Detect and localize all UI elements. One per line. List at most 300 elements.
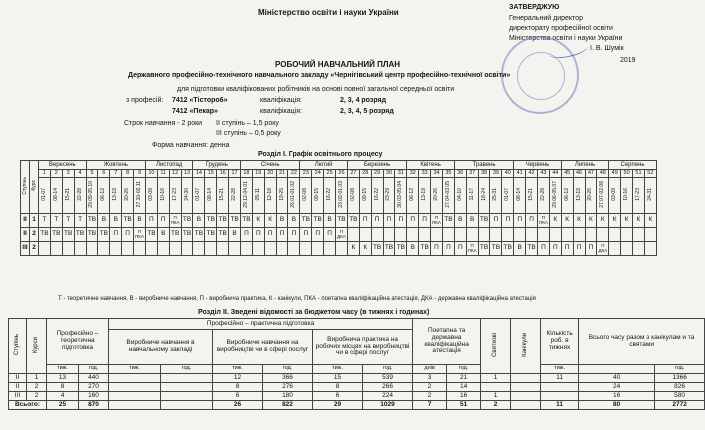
budget-cell: 2	[413, 392, 447, 401]
budget-total-cell: 2	[481, 401, 511, 410]
schedule-week-number: 51	[633, 170, 645, 178]
schedule-cell: ТВ	[347, 214, 359, 228]
schedule-cell: К	[633, 214, 645, 228]
schedule-cell: К	[621, 214, 633, 228]
schedule-week-number: 3	[62, 170, 74, 178]
schedule-cell: П	[122, 228, 134, 242]
budget-total-cell	[511, 401, 541, 410]
ministry-title: Міністерство освіти і науки України	[258, 8, 399, 17]
budget-cell	[511, 374, 541, 383]
schedule-week-number: 1	[39, 170, 51, 178]
budget-cell	[109, 374, 161, 383]
schedule-step-header: Ступінь	[21, 161, 30, 214]
schedule-week-dates: 17-23	[169, 178, 181, 214]
budget-cell	[161, 392, 213, 401]
schedule-cell: В	[454, 214, 466, 228]
schedule-cell	[205, 242, 217, 256]
schedule-week-dates: 09-15	[359, 178, 371, 214]
profession-1-qual: 2, 3, 4 розряд	[340, 97, 387, 104]
schedule-cell: К	[549, 214, 561, 228]
schedule-week-dates: 22-28	[229, 178, 241, 214]
schedule-week-number: 33	[419, 170, 431, 178]
schedule-cell: ТВ	[217, 228, 229, 242]
schedule-week-number: 9	[134, 170, 146, 178]
schedule-cell: ТВ	[490, 242, 502, 256]
schedule-cell: П	[537, 242, 549, 256]
schedule-cell: К	[609, 214, 621, 228]
schedule-cell: П	[145, 214, 157, 228]
budget-cell	[109, 383, 161, 392]
budget-cell: 8	[313, 383, 363, 392]
budget-practical-header: Професійно – практична підготовка	[109, 319, 413, 330]
schedule-cell	[478, 228, 490, 242]
schedule-cell: ТВ	[122, 214, 134, 228]
schedule-week-number: 28	[359, 170, 371, 178]
schedule-row-step: III	[21, 242, 30, 256]
schedule-month-header: Вересень	[39, 161, 87, 170]
schedule-week-number: 52	[644, 170, 656, 178]
schedule-week-number: 12	[169, 170, 181, 178]
schedule-cell: К	[585, 214, 597, 228]
budget-cell: 13	[47, 374, 79, 383]
schedule-week-number: 47	[585, 170, 597, 178]
schedule-week-number: 14	[193, 170, 205, 178]
schedule-cell: ТВ	[442, 214, 454, 228]
budget-cell: 276	[263, 383, 313, 392]
schedule-week-number: 48	[597, 170, 609, 178]
schedule-week-dates: 24-31	[644, 178, 656, 214]
schedule-legend: Т - теоретичне навчання, В - виробниче навчання, П - виробнича практика, К - канікули, ПКА - поетапна кваліфікаційна атестація, ДКА - державна кваліфікаційна атестація	[58, 296, 536, 302]
budget-cell: 266	[363, 383, 413, 392]
schedule-cell: ТВ	[169, 228, 181, 242]
schedule-row-step: II	[21, 214, 30, 228]
schedule-cell: ТВ	[229, 214, 241, 228]
budget-total-cell: 51	[447, 401, 481, 410]
budget-cell: 16	[447, 392, 481, 401]
schedule-week-dates: 27.07-02.08	[597, 178, 609, 214]
schedule-week-number: 35	[442, 170, 454, 178]
approve-year: 2019	[620, 57, 636, 64]
schedule-cell	[157, 242, 169, 256]
schedule-week-dates: 29.12-04.01	[240, 178, 252, 214]
approve-line-1: Генеральний директор	[509, 15, 583, 22]
budget-sub-header: днів	[413, 365, 447, 374]
budget-cell: 4	[47, 392, 79, 401]
budget-cell: 366	[263, 374, 313, 383]
approve-name: І. В. Шумік	[590, 45, 624, 52]
budget-attestation-header: Поетапна та державна кваліфікаційна атестація	[413, 319, 481, 365]
schedule-week-dates: 23.02-01.03	[336, 178, 348, 214]
profession-2-qual: 2, 3, 4, 5 розряд	[340, 108, 394, 115]
budget-cell: 12	[213, 374, 263, 383]
budget-cell: 539	[363, 374, 413, 383]
schedule-cell: П	[312, 228, 324, 242]
schedule-cell: ТВ	[181, 228, 193, 242]
schedule-cell	[359, 228, 371, 242]
schedule-week-number: 5	[86, 170, 98, 178]
schedule-cell	[383, 228, 395, 242]
schedule-week-number: 23	[300, 170, 312, 178]
budget-cell	[161, 374, 213, 383]
budget-step-header: Ступінь	[9, 319, 27, 374]
schedule-cell	[585, 228, 597, 242]
schedule-cell: П	[264, 228, 276, 242]
budget-theory-header: Професійно – теоретична підготовка	[47, 319, 109, 365]
budget-row-step: III	[9, 392, 27, 401]
schedule-cell	[181, 242, 193, 256]
budget-row-step: II	[9, 374, 27, 383]
schedule-week-number: 39	[490, 170, 502, 178]
schedule-week-dates: 17-23	[633, 178, 645, 214]
schedule-cell: П	[395, 214, 407, 228]
profession-2-code: 7412 «Пекар»	[172, 108, 218, 115]
schedule-month-header: Грудень	[193, 161, 241, 170]
schedule-cell	[324, 242, 336, 256]
budget-cell	[511, 392, 541, 401]
schedule-row	[21, 214, 657, 228]
schedule-cell: П	[324, 228, 336, 242]
schedule-cell: ТВ	[419, 242, 431, 256]
schedule-week-number: 27	[347, 170, 359, 178]
schedule-cell: В	[193, 214, 205, 228]
schedule-cell: П	[371, 214, 383, 228]
schedule-week-number: 22	[288, 170, 300, 178]
schedule-cell: ТВ	[39, 228, 51, 242]
budget-cell: 826	[655, 383, 705, 392]
schedule-week-number: 31	[395, 170, 407, 178]
profession-label: з професій:	[126, 97, 164, 104]
schedule-cell: П	[526, 214, 538, 228]
budget-row-course: 2	[27, 392, 47, 401]
schedule-cell	[621, 242, 633, 256]
schedule-cell	[98, 242, 110, 256]
schedule-cell	[419, 228, 431, 242]
schedule-cell: П	[110, 228, 122, 242]
schedule-cell	[229, 242, 241, 256]
plan-purpose: для підготовки кваліфікованих робітників на основі повної загальної середньої освіти	[177, 86, 455, 93]
schedule-week-number: 43	[537, 170, 549, 178]
schedule-cell: В	[110, 214, 122, 228]
budget-services-header: Виробниче навчання на виробництві чи в сфері послуг	[213, 330, 313, 365]
schedule-cell: П	[490, 214, 502, 228]
schedule-week-number: 32	[407, 170, 419, 178]
budget-cell	[161, 383, 213, 392]
schedule-cell: П	[300, 228, 312, 242]
schedule-week-number: 19	[252, 170, 264, 178]
budget-row	[9, 374, 705, 383]
budget-cell	[481, 383, 511, 392]
schedule-cell: П	[573, 242, 585, 256]
schedule-cell	[39, 242, 51, 256]
schedule-cell: В	[229, 228, 241, 242]
schedule-cell: К	[644, 214, 656, 228]
budget-total-cell	[161, 401, 213, 410]
budget-total-cell: 7	[413, 401, 447, 410]
schedule-cell	[407, 228, 419, 242]
schedule-week-number: 50	[621, 170, 633, 178]
schedule-cell: ТВ	[371, 242, 383, 256]
schedule-cell: П	[240, 228, 252, 242]
schedule-week-number: 40	[502, 170, 514, 178]
schedule-cell	[288, 242, 300, 256]
schedule-cell: ТВ	[86, 214, 98, 228]
budget-cell: 2	[413, 383, 447, 392]
schedule-cell: К	[597, 214, 609, 228]
budget-course-header: Курси	[27, 319, 47, 374]
approve-title: ЗАТВЕРДЖУЮ	[509, 4, 560, 11]
section1-title: Розділ І. Графік освітнього процесу	[258, 151, 383, 158]
schedule-cell: П ПКА	[169, 214, 181, 228]
budget-workplace-header: Виробнича практика на робочих місцях на виробництві чи в сфері послуг	[313, 330, 413, 365]
schedule-week-dates: 01-07	[502, 178, 514, 214]
schedule-week-number: 30	[383, 170, 395, 178]
budget-row-course: 2	[27, 383, 47, 392]
schedule-cell	[597, 228, 609, 242]
budget-sub-header: тиж.	[47, 365, 79, 374]
schedule-cell: Т	[39, 214, 51, 228]
schedule-cell: П ПКА	[134, 228, 146, 242]
schedule-row-course: 2	[30, 242, 39, 256]
schedule-week-dates: 06-12	[98, 178, 110, 214]
schedule-week-dates: 13-19	[573, 178, 585, 214]
schedule-cell: П ПКА	[431, 214, 443, 228]
schedule-week-number: 37	[466, 170, 478, 178]
budget-sub-header: год.	[161, 365, 213, 374]
budget-sub-header: год.	[447, 365, 481, 374]
duration-label: Строк навчання - 2 роки	[124, 120, 203, 127]
schedule-cell: П	[549, 242, 561, 256]
schedule-cell: П	[288, 228, 300, 242]
schedule-cell	[573, 228, 585, 242]
budget-cell: 8	[47, 383, 79, 392]
budget-sub-header: год.	[79, 365, 109, 374]
schedule-week-dates: 16-22	[324, 178, 336, 214]
schedule-cell: В	[288, 214, 300, 228]
schedule-cell: П	[383, 214, 395, 228]
budget-sub-header: тиж.	[313, 365, 363, 374]
schedule-cell: ТВ	[62, 228, 74, 242]
schedule-week-dates: 03-09	[609, 178, 621, 214]
schedule-week-dates: 03-09	[145, 178, 157, 214]
schedule-cell: П	[442, 242, 454, 256]
schedule-cell	[312, 242, 324, 256]
budget-total-cell: 80	[579, 401, 655, 410]
schedule-cell: ТВ	[336, 214, 348, 228]
schedule-cell	[644, 228, 656, 242]
budget-sub-header: год.	[655, 365, 705, 374]
schedule-cell	[169, 242, 181, 256]
schedule-cell	[193, 242, 205, 256]
duration-step-3: III ступінь – 0,5 року	[216, 130, 281, 137]
schedule-week-number: 4	[74, 170, 86, 178]
budget-sub-header: тиж.	[109, 365, 161, 374]
schedule-week-number: 24	[312, 170, 324, 178]
schedule-week-dates: 06-12	[407, 178, 419, 214]
schedule-month-header: Липень	[561, 161, 609, 170]
schedule-row-course: 1	[30, 214, 39, 228]
schedule-cell	[395, 228, 407, 242]
schedule-cell	[633, 228, 645, 242]
schedule-cell: П	[276, 228, 288, 242]
schedule-cell	[621, 228, 633, 242]
schedule-month-header: Жовтень	[86, 161, 145, 170]
schedule-cell: ТВ	[86, 228, 98, 242]
schedule-cell	[644, 242, 656, 256]
schedule-week-dates: 27.04-03.05	[442, 178, 454, 214]
schedule-cell: В	[276, 214, 288, 228]
schedule-week-dates: 20-26	[431, 178, 443, 214]
budget-total-cell: 25	[47, 401, 79, 410]
schedule-week-dates: 13-19	[419, 178, 431, 214]
budget-cell	[541, 392, 579, 401]
schedule-cell	[240, 242, 252, 256]
schedule-month-header: Лютий	[300, 161, 348, 170]
schedule-month-header: Січень	[240, 161, 299, 170]
schedule-week-number: 16	[217, 170, 229, 178]
budget-table	[8, 318, 705, 410]
schedule-week-dates: 22-28	[74, 178, 86, 214]
approve-line-3: Міністерства освіти і науки України	[509, 35, 623, 42]
schedule-week-number: 42	[526, 170, 538, 178]
budget-cell	[541, 383, 579, 392]
budget-total-cell: 11	[541, 401, 579, 410]
schedule-week-number: 8	[122, 170, 134, 178]
schedule-week-dates: 29.06-05.07	[549, 178, 561, 214]
schedule-week-number: 13	[181, 170, 193, 178]
budget-cell: 1366	[655, 374, 705, 383]
schedule-cell: П	[252, 228, 264, 242]
schedule-week-dates: 08-14	[514, 178, 526, 214]
schedule-month-header: Червень	[514, 161, 562, 170]
schedule-cell: П	[454, 242, 466, 256]
schedule-cell: П ПКА	[537, 214, 549, 228]
schedule-cell	[561, 228, 573, 242]
duration-step-2: II ступінь – 1,5 року	[216, 120, 279, 127]
schedule-week-dates: 10-16	[621, 178, 633, 214]
schedule-month-header: Травень	[454, 161, 513, 170]
budget-cell: 21	[447, 374, 481, 383]
schedule-cell	[514, 228, 526, 242]
schedule-cell: П	[431, 242, 443, 256]
schedule-cell: ТВ	[502, 242, 514, 256]
study-form: Форма навчання: денна	[152, 142, 230, 149]
schedule-table	[20, 160, 657, 256]
schedule-week-dates: 06-12	[561, 178, 573, 214]
budget-cell	[511, 383, 541, 392]
budget-total-cell: 29	[313, 401, 363, 410]
budget-total-row	[9, 401, 705, 410]
schedule-week-dates: 22-28	[537, 178, 549, 214]
schedule-week-dates: 20-26	[585, 178, 597, 214]
schedule-cell	[74, 242, 86, 256]
schedule-week-dates: 15-21	[526, 178, 538, 214]
budget-total-header: Всього часу разом з канікулам и та святами	[579, 319, 705, 365]
schedule-cell	[276, 242, 288, 256]
schedule-week-number: 18	[240, 170, 252, 178]
schedule-cell: ТВ	[300, 214, 312, 228]
budget-in-school-header: Виробниче навчання в навчальному закладі	[109, 330, 213, 365]
schedule-week-dates: 30.03-05.04	[395, 178, 407, 214]
budget-sub-header: год.	[363, 365, 413, 374]
schedule-week-dates: 13-19	[110, 178, 122, 214]
schedule-week-dates: 18-24	[478, 178, 490, 214]
schedule-cell: ТВ	[312, 214, 324, 228]
schedule-cell	[609, 228, 621, 242]
schedule-cell: П	[157, 214, 169, 228]
schedule-cell: ТВ	[478, 242, 490, 256]
schedule-cell: В	[157, 228, 169, 242]
schedule-week-dates: 16-22	[371, 178, 383, 214]
schedule-cell	[442, 228, 454, 242]
budget-vacations-header: Канікули	[511, 319, 541, 374]
schedule-cell: К	[347, 242, 359, 256]
budget-sub-header: год.	[263, 365, 313, 374]
budget-sub-header: тиж.	[213, 365, 263, 374]
schedule-cell: ТВ	[74, 228, 86, 242]
schedule-week-number: 25	[324, 170, 336, 178]
schedule-cell: К	[573, 214, 585, 228]
schedule-week-dates: 12-18	[264, 178, 276, 214]
profession-1-code: 7412 «Тісторо6»	[172, 97, 228, 104]
schedule-week-number: 6	[98, 170, 110, 178]
schedule-month-header: Квітень	[407, 161, 455, 170]
budget-cell: 6	[313, 392, 363, 401]
institution-name: Державного професійно-технічного навчального закладу «Чернігівський центр професійно-технічної освіти»	[128, 72, 511, 79]
schedule-week-dates: 15-21	[62, 178, 74, 214]
budget-cell: 224	[363, 392, 413, 401]
schedule-cell	[609, 242, 621, 256]
profession-1-qual-label: кваліфікація:	[260, 97, 302, 104]
budget-total-cell: 870	[79, 401, 109, 410]
schedule-week-dates: 29.09-05.10	[86, 178, 98, 214]
budget-cell: 270	[79, 383, 109, 392]
budget-cell: 6	[213, 392, 263, 401]
schedule-week-number: 26	[336, 170, 348, 178]
schedule-cell: В	[407, 242, 419, 256]
plan-title: РОБОЧИЙ НАВЧАЛЬНИЙ ПЛАН	[275, 60, 401, 69]
schedule-cell: К	[252, 214, 264, 228]
schedule-week-number: 29	[371, 170, 383, 178]
profession-2-qual-label: кваліфікація:	[260, 108, 302, 115]
schedule-cell	[633, 242, 645, 256]
schedule-cell	[347, 228, 359, 242]
schedule-week-number: 45	[561, 170, 573, 178]
schedule-cell	[526, 228, 538, 242]
schedule-course-header: Курс	[30, 161, 39, 214]
budget-cell: 24	[579, 383, 655, 392]
budget-total-cell: 2772	[655, 401, 705, 410]
budget-total-cell: 1029	[363, 401, 413, 410]
budget-cell: 40	[579, 374, 655, 383]
schedule-week-dates: 10-16	[157, 178, 169, 214]
schedule-cell: ТВ	[181, 214, 193, 228]
budget-cell: 14	[447, 383, 481, 392]
schedule-cell	[110, 242, 122, 256]
schedule-cell: П	[407, 214, 419, 228]
budget-total-label: Всього:	[9, 401, 47, 410]
budget-cell: 8	[213, 383, 263, 392]
budget-cell: 3	[413, 374, 447, 383]
schedule-cell: ТВ	[478, 214, 490, 228]
schedule-week-number: 49	[609, 170, 621, 178]
schedule-week-dates: 08-14	[205, 178, 217, 214]
schedule-cell: ТВ	[145, 228, 157, 242]
schedule-week-dates: 05-11	[252, 178, 264, 214]
schedule-cell: ТВ	[205, 228, 217, 242]
budget-sub-header	[579, 365, 655, 374]
schedule-cell	[431, 228, 443, 242]
schedule-cell	[134, 242, 146, 256]
